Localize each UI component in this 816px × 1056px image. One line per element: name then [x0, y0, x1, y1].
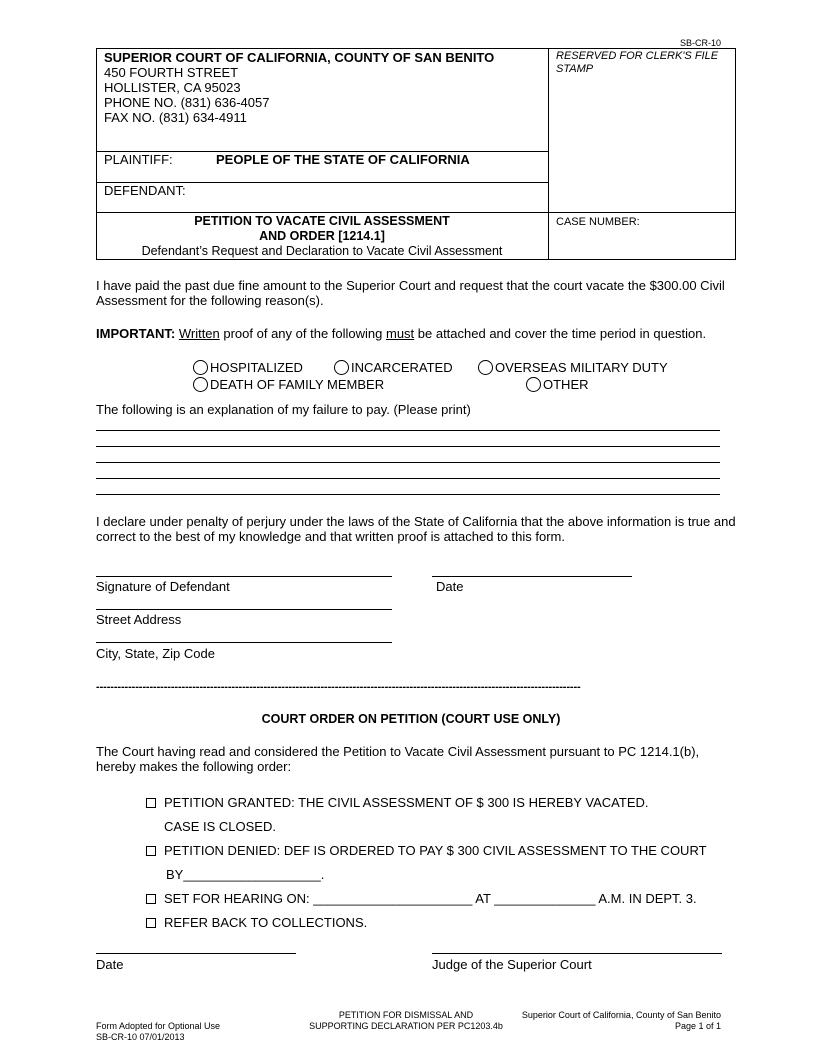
checkbox-icon[interactable]	[146, 894, 156, 904]
city-state-zip-label: City, State, Zip Code	[96, 646, 215, 661]
title-line-3: Defendant’s Request and Declaration to Vacate Civil Assessment	[141, 244, 503, 258]
footer-right-1: Superior Court of California, County of San Benito	[521, 1010, 721, 1020]
footer-center-1: PETITION FOR DISMISSAL AND	[338, 1010, 474, 1020]
explanation-line[interactable]	[96, 446, 720, 447]
order-denied-label: PETITION DENIED: DEF IS ORDERED TO PAY $ 300 CIVIL ASSESSMENT TO THE COURT	[164, 843, 707, 858]
judge-signature-line[interactable]	[432, 953, 722, 954]
order-hearing-label: SET FOR HEARING ON: ______________________ AT ______________ A.M. IN DEPT. 3.	[164, 891, 697, 906]
caption-divider	[548, 48, 549, 260]
reason-incarcerated[interactable]	[334, 360, 453, 375]
explanation-label: The following is an explanation of my failure to pay. (Please print)	[96, 402, 471, 417]
title-line-1: PETITION TO VACATE CIVIL ASSESSMENT	[194, 214, 450, 228]
separator: ----------------------------------------------------------------------------------------------------------------------------------------	[96, 681, 581, 693]
reason-hospitalized-label: HOSPITALIZED	[210, 360, 303, 375]
explanation-line[interactable]	[96, 494, 720, 495]
footer-center-2: SUPPORTING DECLARATION PER PC1203.4b	[309, 1021, 503, 1031]
footer-right	[480, 1010, 721, 1032]
order-denied[interactable]	[146, 843, 707, 858]
declaration-text: I declare under penalty of perjury under the laws of the State of California that the above information is true and correct to the best of my knowledge and that written proof is attached to this form.	[96, 514, 736, 544]
checkbox-icon[interactable]	[146, 846, 156, 856]
reason-overseas-label: OVERSEAS MILITARY DUTY	[495, 360, 668, 375]
reason-hospitalized[interactable]	[193, 360, 303, 375]
form-id: SB-CR-10	[680, 38, 722, 48]
court-street: 450 FOURTH STREET	[104, 65, 239, 80]
petition-title	[96, 214, 548, 259]
street-address-line[interactable]	[96, 609, 392, 610]
explanation-line[interactable]	[96, 478, 720, 479]
judge-label: Judge of the Superior Court	[432, 957, 592, 972]
signature-line[interactable]	[96, 576, 392, 577]
checkbox-icon[interactable]	[146, 798, 156, 808]
court-order-intro: The Court having read and considered the Petition to Vacate Civil Assessment pursuant to PC 1214.1(b), hereby makes the following order:	[96, 744, 700, 774]
caption-rule-3	[96, 212, 736, 213]
important-text-1: proof of any of the following	[219, 326, 386, 341]
case-number-label: CASE NUMBER:	[556, 216, 640, 228]
date-label: Date	[436, 579, 464, 594]
radio-icon[interactable]	[334, 360, 349, 375]
footer-page: Page 1 of 1	[674, 1021, 721, 1031]
radio-icon[interactable]	[478, 360, 493, 375]
order-hearing[interactable]	[146, 891, 697, 906]
order-date-line[interactable]	[96, 953, 296, 954]
court-order-heading: COURT ORDER ON PETITION (COURT USE ONLY)	[261, 712, 561, 726]
order-refer[interactable]	[146, 915, 367, 930]
explanation-line[interactable]	[96, 462, 720, 463]
plaintiff-label: PLAINTIFF:	[104, 152, 173, 167]
checkbox-icon[interactable]	[146, 918, 156, 928]
radio-icon[interactable]	[526, 377, 541, 392]
footer-adopted: Form Adopted for Optional Use	[96, 1021, 221, 1031]
signature-label: Signature of Defendant	[96, 579, 230, 594]
street-address-label: Street Address	[96, 612, 182, 627]
reason-other-label: OTHER	[543, 377, 589, 392]
intro-text: I have paid the past due fine amount to the Superior Court and request that the court vacate the $300.00 Civil Assessment for the following reason(s).	[96, 278, 725, 308]
court-block	[104, 50, 494, 125]
order-granted-cont: CASE IS CLOSED.	[164, 819, 276, 834]
order-date-label: Date	[96, 957, 124, 972]
important-label: IMPORTANT:	[96, 326, 176, 341]
order-granted[interactable]	[146, 795, 649, 810]
reason-incarcerated-label: INCARCERATED	[351, 360, 453, 375]
important-text-2: be attached and cover the time period in question.	[414, 326, 707, 341]
court-fax: FAX NO. (831) 634-4911	[104, 110, 247, 125]
reason-death-label: DEATH OF FAMILY MEMBER	[210, 377, 385, 392]
reason-death[interactable]	[193, 377, 384, 392]
plaintiff-value: PEOPLE OF THE STATE OF CALIFORNIA	[216, 152, 470, 167]
order-refer-label: REFER BACK TO COLLECTIONS.	[164, 915, 368, 930]
important-must: must	[385, 326, 415, 341]
court-name: SUPERIOR COURT OF CALIFORNIA, COUNTY OF SAN BENITO	[104, 50, 495, 65]
important-written: Written	[178, 326, 220, 341]
explanation-line[interactable]	[96, 430, 720, 431]
defendant-label: DEFENDANT:	[104, 183, 186, 198]
court-city: HOLLISTER, CA 95023	[104, 80, 241, 95]
date-line[interactable]	[432, 576, 632, 577]
order-denied-by: BY___________________.	[166, 867, 325, 882]
order-granted-label: PETITION GRANTED: THE CIVIL ASSESSMENT OF $ 300 IS HEREBY VACATED.	[164, 795, 649, 810]
reason-overseas[interactable]	[478, 360, 668, 375]
title-line-2: AND ORDER [1214.1]	[259, 229, 385, 243]
court-phone: PHONE NO. (831) 636-4057	[104, 95, 270, 110]
footer-form-rev: SB-CR-10 07/01/2013	[96, 1032, 185, 1042]
radio-icon[interactable]	[193, 360, 208, 375]
radio-icon[interactable]	[193, 377, 208, 392]
city-state-zip-line[interactable]	[96, 642, 392, 643]
reason-other[interactable]	[526, 377, 589, 392]
important-note	[96, 326, 736, 341]
clerk-stamp-label: RESERVED FOR CLERK'S FILE STAMP	[556, 50, 719, 75]
